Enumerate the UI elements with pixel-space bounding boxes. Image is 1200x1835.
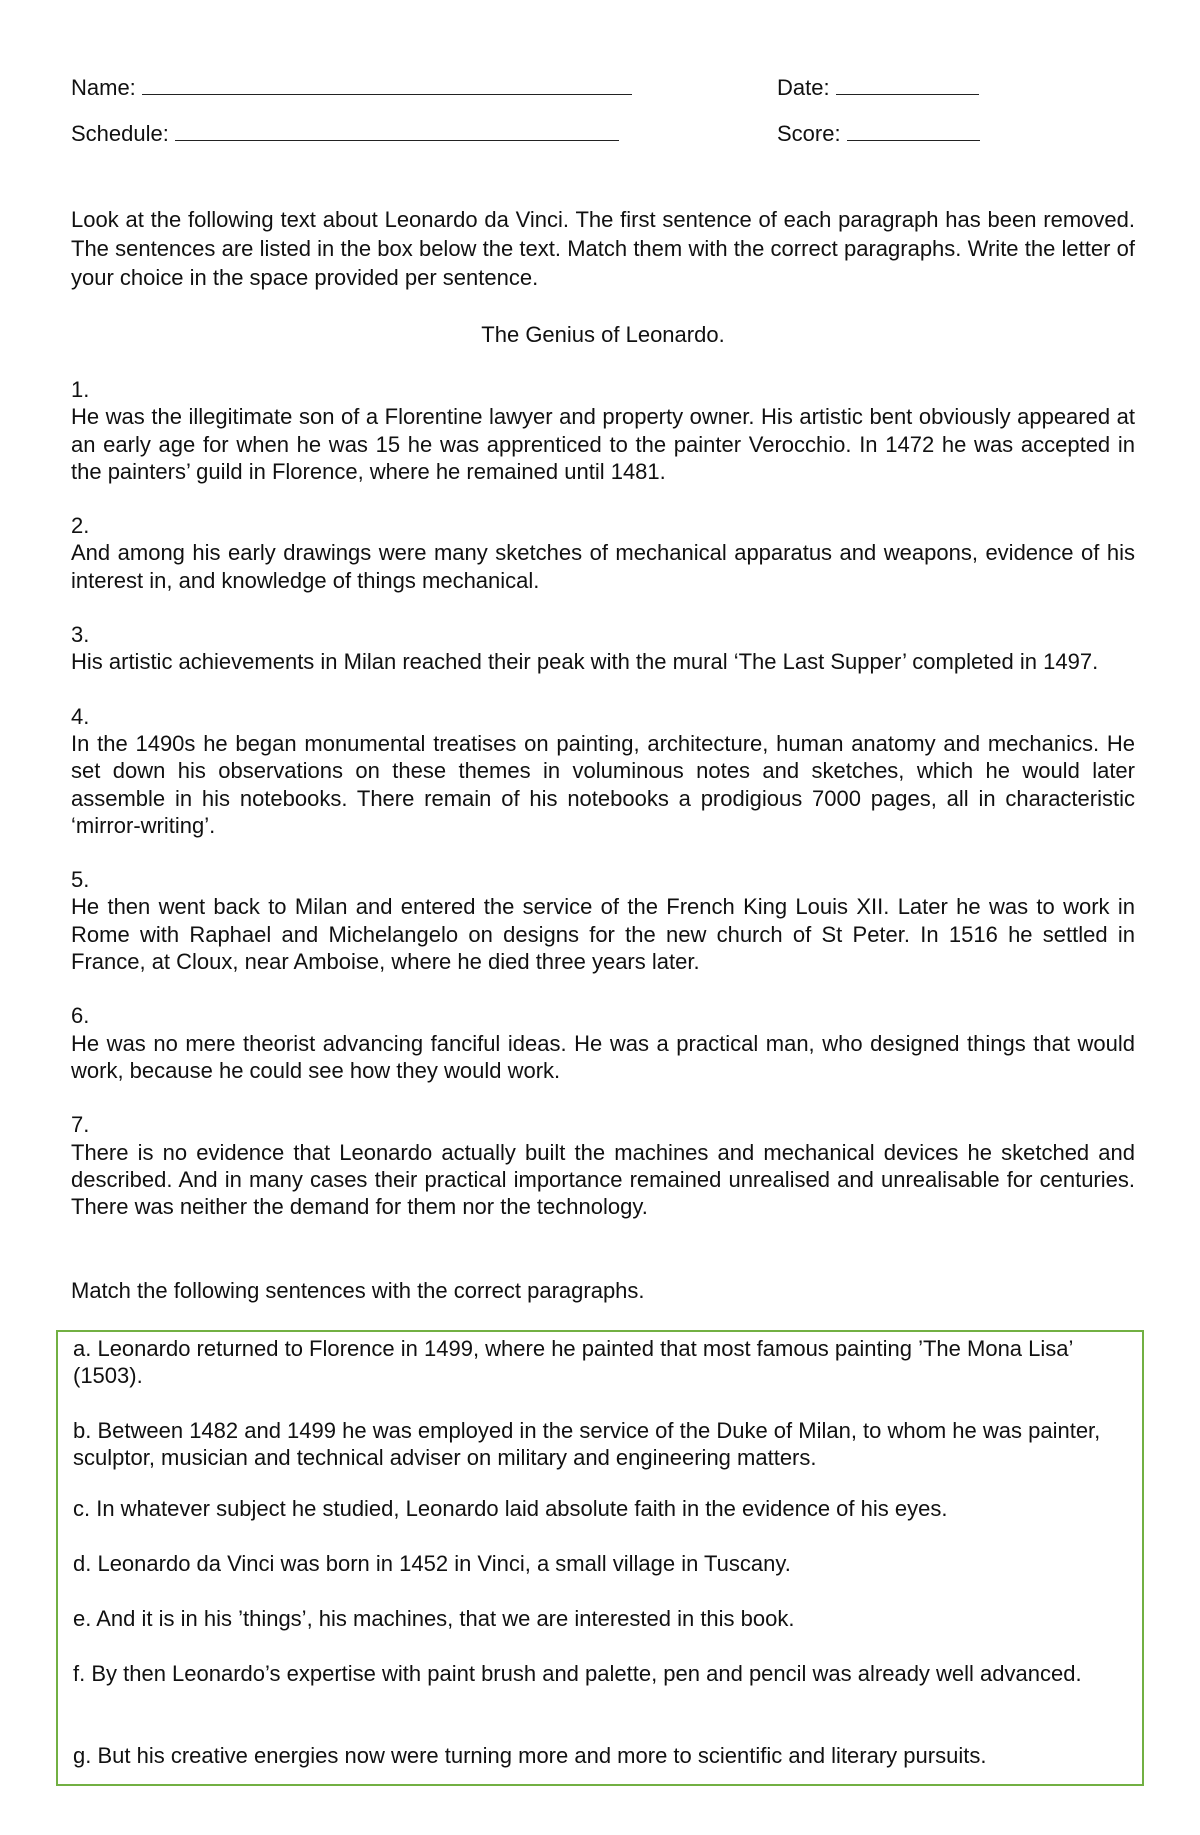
schedule-blank[interactable] <box>175 118 619 141</box>
date-blank[interactable] <box>836 72 979 95</box>
paragraph-number: 6. <box>71 1003 90 1029</box>
schedule-label: Schedule: <box>71 121 169 146</box>
paragraph-number: 5. <box>71 867 90 893</box>
option-d: d. Leonardo da Vinci was born in 1452 in Vinci, a small village in Tuscany. <box>73 1551 791 1576</box>
passage-paragraphs <box>71 376 1135 1247</box>
paragraph-text: And among his early drawings were many sketches of mechanical apparatus and weapons, evidence of his interest in, and knowledge of things mechanical. <box>71 540 1135 593</box>
options-box <box>56 1330 1144 1786</box>
date-label: Date: <box>777 75 830 100</box>
name-blank[interactable] <box>142 72 632 95</box>
schedule-field <box>71 118 619 148</box>
instructions: Look at the following text about Leonardo da Vinci. The first sentence of each paragraph has been removed. The sentences are listed in the box below the text. Match them with the correct paragraphs. Write the letter of your choice in the space provided per sentence. <box>71 207 1135 290</box>
paragraph-number: 3. <box>71 622 90 648</box>
paragraph-1 <box>71 376 1135 485</box>
paragraph-text: He then went back to Milan and entered the service of the French King Louis XII. Later he was to work in Rome with Raphael and Michelangelo on designs for the new church of St Peter. In 1516 he settled in France, at Cloux, near Amboise, where he died three years later. <box>71 894 1135 975</box>
score-field <box>777 118 980 148</box>
date-field <box>777 72 979 102</box>
paragraph-text: He was the illegitimate son of a Florentine lawyer and property owner. His artistic bent obviously appeared at an early age for when he was 15 he was apprenticed to the painter Verocchio. In 1472 he was accepted in the painters’ guild in Florence, where he remained until 1481. <box>71 404 1135 484</box>
name-label: Name: <box>71 75 136 100</box>
paragraph-number: 2. <box>71 513 90 539</box>
score-label: Score: <box>777 121 841 146</box>
paragraph-2 <box>71 512 1135 594</box>
option-c: c. In whatever subject he studied, Leonardo laid absolute faith in the evidence of his eyes. <box>73 1496 948 1521</box>
match-instruction: Match the following sentences with the correct paragraphs. <box>71 1278 645 1303</box>
paragraph-number: 7. <box>71 1112 90 1138</box>
paragraph-text: In the 1490s he began monumental treatises on painting, architecture, human anatomy and mechanics. He set down his observations on these themes in voluminous notes and sketches, which he would later assemble in his notebooks. There remain of his notebooks a prodigious 7000 pages, all in characteristic ‘mirror-writing’. <box>71 730 1135 838</box>
paragraph-text: There is no evidence that Leonardo actually built the machines and mechanical devices he sketched and described. And in many cases their practical importance remained unrealised and unrealisable for centuries. There was neither the demand for them nor the technology. <box>71 1139 1135 1220</box>
passage-title: The Genius of Leonardo. <box>481 322 725 347</box>
option-a: a. Leonardo returned to Florence in 1499, where he painted that most famous painting ’The Mona Lisa’ (1503). <box>73 1336 1073 1388</box>
score-blank[interactable] <box>847 118 980 141</box>
paragraph-5 <box>71 866 1135 975</box>
option-f: f. By then Leonardo’s expertise with paint brush and palette, pen and pencil was already well advanced. <box>73 1661 1082 1686</box>
paragraph-4 <box>71 703 1135 839</box>
paragraph-6 <box>71 1002 1135 1084</box>
paragraph-text: He was no mere theorist advancing fanciful ideas. He was a practical man, who designed things that would work, because he could see how they would work. <box>71 1030 1135 1083</box>
paragraph-text: His artistic achievements in Milan reached their peak with the mural ‘The Last Supper’ completed in 1497. <box>71 649 1099 675</box>
name-field <box>71 72 632 102</box>
paragraph-3 <box>71 621 1135 676</box>
option-e: e. And it is in his ’things’, his machines, that we are interested in this book. <box>73 1606 795 1631</box>
option-g: g. But his creative energies now were turning more and more to scientific and literary pursuits. <box>73 1743 987 1768</box>
paragraph-number: 1. <box>71 377 90 402</box>
paragraph-number: 4. <box>71 703 90 729</box>
paragraph-7 <box>71 1111 1135 1220</box>
option-b: b. Between 1482 and 1499 he was employed in the service of the Duke of Milan, to whom he was painter, sculptor, musician and technical adviser on military and engineering matters. <box>73 1418 1101 1470</box>
